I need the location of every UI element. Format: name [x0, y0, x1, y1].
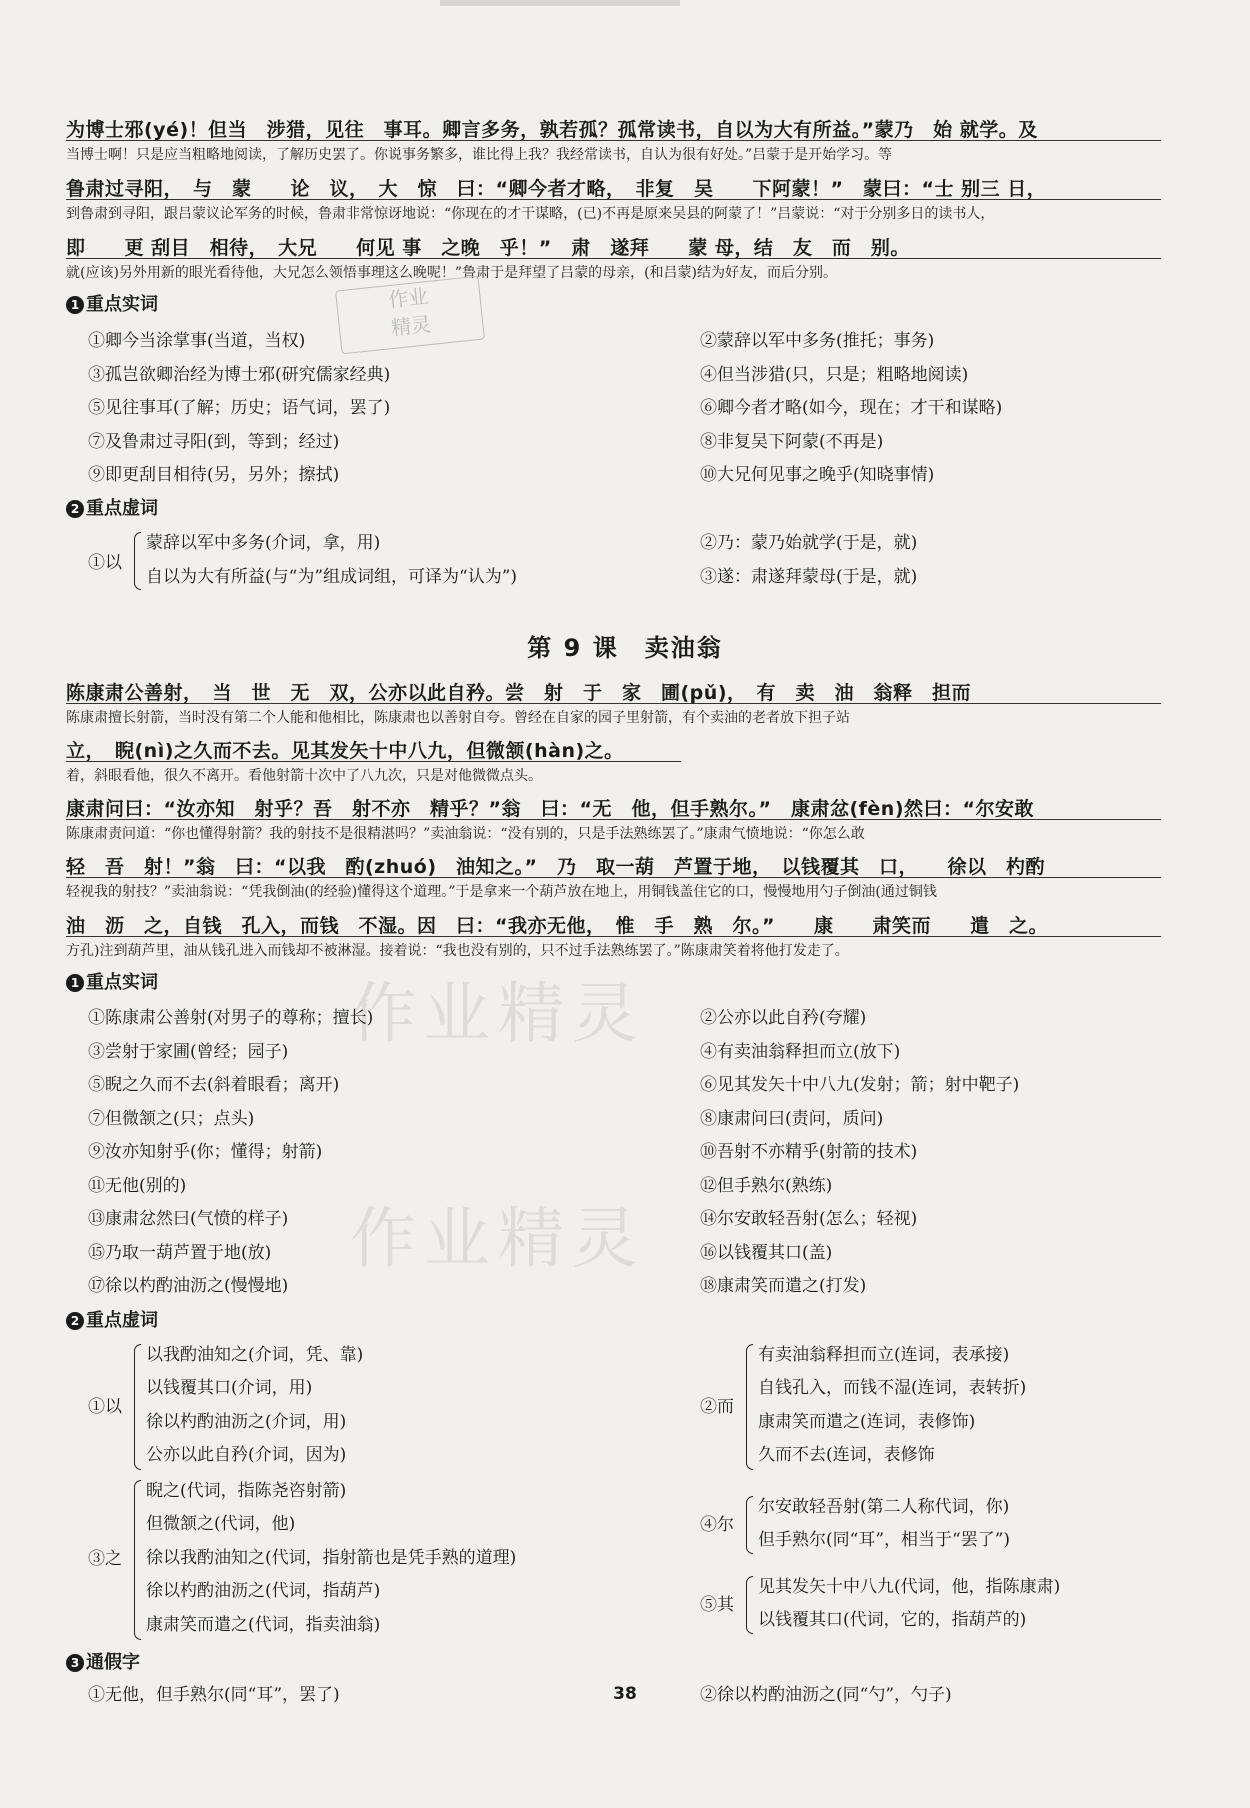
vocab-item: ⑬康肃忿然曰(气愤的样子) [88, 1209, 289, 1229]
vocab-item: ⑫但手熟尔(熟练) [700, 1176, 833, 1196]
function-word-label: ①以 [88, 553, 122, 573]
section-heading-text: 重点虚词 [86, 1310, 158, 1331]
watermark-text: 作业精灵 [350, 975, 646, 1052]
function-word-item: 以我酌油知之(介词，凭、靠) [146, 1345, 364, 1365]
section-heading-text: 重点实词 [86, 972, 158, 993]
watermark-stamp [335, 276, 485, 355]
variant-character-item: ①无他，但手熟尔(同“耳”，罢了) [88, 1685, 340, 1705]
vocab-item: ⑥见其发矢十中八九(发射；箭；射中靶子) [700, 1075, 1020, 1095]
function-word-item: 康肃笑而遣之(代词，指卖油翁) [146, 1615, 381, 1635]
brace [134, 1344, 141, 1470]
function-word-item: ②乃：蒙乃始就学(于是，就) [700, 533, 918, 553]
vocab-item: ⑰徐以杓酌油沥之(慢慢地) [88, 1276, 289, 1296]
function-word-item: 见其发矢十中八九(代词，他，指陈康肃) [758, 1577, 1061, 1597]
function-word-label: ④尔 [700, 1515, 734, 1535]
translation-line: 就(应该)另外用新的眼光看待他，大兄怎么领悟事理这么晚呢！”鲁肃于是拜望了吕蒙的母亲，(和吕蒙)结为好友，而后分别。 [66, 258, 1161, 282]
function-word-group-er2 [700, 1492, 1130, 1558]
vocab-item: ⑥卿今者才略(如今，现在；才干和谋略) [700, 398, 1003, 418]
function-word-item: 徐以杓酌油沥之(介词，用) [146, 1412, 347, 1432]
translation-line: 轻视我的射技？”卖油翁说：“凭我倒油(的经验)懂得这个道理。”于是拿来一个葫芦放在地上，用铜钱盖住它的口，慢慢地用勺子倒油(通过铜钱 [66, 877, 1161, 901]
function-word-item: 睨之(代词，指陈尧咨射箭) [146, 1481, 347, 1501]
function-word-group-yi [88, 1340, 508, 1474]
vocab-item: ⑤睨之久而不去(斜着眼看；离开) [88, 1075, 340, 1095]
original-text-line: 为博士邪(yé)！但当 涉猎，见往 事耳。卿言多务，孰若孤？孤常读书，自以为大有所益。”蒙乃 始 就学。及 [66, 119, 1038, 141]
function-word-item: 以钱覆其口(代词，它的，指葫芦的) [758, 1610, 1027, 1630]
vocab-item: ①卿今当涂掌事(当道，当权) [88, 331, 306, 351]
function-word-item: 徐以我酌油知之(代词，指射箭也是凭手熟的道理) [146, 1548, 517, 1568]
original-text-line: 康肃问曰：“汝亦知 射乎？吾 射不亦 精乎？”翁 曰：“无 他，但手熟尔。” 康肃忿(fèn)然曰：“尔安敢 [66, 798, 1034, 820]
original-text-line: 立， 睨(nì)之久而不去。见其发矢十中八九，但微颔(hàn)之。 [66, 740, 624, 762]
function-word-item: 有卖油翁释担而立(连词，表承接) [758, 1345, 1010, 1365]
section-number-badge: 1 [66, 974, 84, 992]
vocab-item: ⑧康肃问曰(责问，质问) [700, 1109, 884, 1129]
original-text-line: 即 更 刮目 相待， 大兄 何见 事 之晚 乎！” 肃 遂拜 蒙 母，结 友 而 别。 [66, 237, 910, 259]
section-heading-text: 重点实词 [86, 294, 158, 315]
function-word-item: 自以为大有所益(与“为”组成词组，可译为“认为”) [146, 567, 518, 587]
section-heading-xuci [66, 494, 158, 520]
vocab-item: ⑤见往事耳(了解；历史；语气词，罢了) [88, 398, 391, 418]
vocab-item: ⑪无他(别的) [88, 1176, 187, 1196]
function-word-item: 自钱孔入，而钱不湿(连词，表转折) [758, 1378, 1027, 1398]
vocab-item: ③尝射于家圃(曾经；园子) [88, 1042, 289, 1062]
variant-character-item: ②徐以杓酌油沥之(同“勺”，勺子) [700, 1685, 952, 1705]
vocab-item: ③孤岂欲卿治经为博士邪(研究儒家经典) [88, 365, 391, 385]
function-word-label: ⑤其 [700, 1595, 734, 1615]
function-word-label: ②而 [700, 1397, 734, 1417]
section-heading-shici [66, 290, 158, 316]
function-word-item: 康肃笑而遣之(连词，表修饰) [758, 1412, 976, 1432]
original-text-line: 轻 吾 射！”翁 曰：“以我 酌(zhuó) 油知之。” 乃 取一葫 芦置于地， 以钱覆其 口， 徐以 杓酌 [66, 856, 1045, 878]
vocab-item: ⑦及鲁肃过寻阳(到，等到；经过) [88, 432, 340, 452]
section-heading-tongjia [66, 1648, 140, 1674]
vocab-item: ⑦但微颔之(只；点头) [88, 1109, 255, 1129]
section-heading-text: 重点虚词 [86, 498, 158, 519]
original-text-line: 鲁肃过寻阳， 与 蒙 论 议， 大 惊 曰：“卿今者才略， 非复 吴 下阿蒙！” 蒙曰：“士 别三 日， [66, 178, 1047, 200]
scan-edge [440, 0, 680, 6]
vocab-item: ⑭尔安敢轻吾射(怎么；轻视) [700, 1209, 918, 1229]
page-number: 38 [613, 1684, 637, 1704]
function-word-item: 以钱覆其口(介词，用) [146, 1378, 313, 1398]
function-word-group-qi [700, 1572, 1130, 1638]
vocab-item: ⑨汝亦知射乎(你；懂得；射箭) [88, 1142, 323, 1162]
brace [134, 1480, 141, 1640]
function-word-item: 公亦以此自矜(介词，因为) [146, 1445, 347, 1465]
brace [746, 1576, 753, 1634]
vocab-item: ④有卖油翁释担而立(放下) [700, 1042, 901, 1062]
function-word-group-er [700, 1340, 1130, 1474]
section-number-badge: 2 [66, 500, 84, 518]
function-word-item: 久而不去(连词，表修饰 [758, 1445, 935, 1465]
stamp-line: 精灵 [390, 311, 433, 340]
vocab-item: ⑨即更刮目相待(另，另外；擦拭) [88, 465, 340, 485]
function-word-item: 徐以杓酌油沥之(代词，指葫芦) [146, 1581, 381, 1601]
function-word-item: 但微颔之(代词，他) [146, 1514, 296, 1534]
section-heading-text: 通假字 [86, 1652, 140, 1673]
function-word-item: ③遂：肃遂拜蒙母(于是，就) [700, 567, 918, 587]
translation-line: 方孔)注到葫芦里，油从钱孔进入而钱却不被淋湿。接着说：“我也没有别的，只不过手法熟练罢了。”陈康肃笑着将他打发走了。 [66, 936, 1161, 960]
section-number-badge: 1 [66, 296, 84, 314]
vocab-item: ⑱康肃笑而遣之(打发) [700, 1276, 867, 1296]
vocab-item: ②蒙辞以军中多务(推托；事务) [700, 331, 935, 351]
vocab-item: ②公亦以此自矜(夸耀) [700, 1008, 867, 1028]
translation-line: 陈康肃责问道：“你也懂得射箭？我的射技不是很精湛吗？”卖油翁说：“没有别的，只是手法熟练罢了。”康肃气愤地说：“你怎么敢 [66, 819, 1161, 843]
function-word-item: 蒙辞以军中多务(介词，拿，用) [146, 533, 381, 553]
function-word-item: 尔安敢轻吾射(第二人称代词，你) [758, 1497, 1010, 1517]
translation-line: 着，斜眼看他，很久不离开。看他射箭十次中了八九次，只是对他微微点头。 [66, 761, 681, 785]
vocab-item: ⑯以钱覆其口(盖) [700, 1243, 833, 1263]
brace [134, 532, 141, 590]
function-word-label: ①以 [88, 1397, 122, 1417]
vocab-item: ⑮乃取一葫芦置于地(放) [88, 1243, 272, 1263]
function-word-label: ③之 [88, 1549, 122, 1569]
vocab-item: ④但当涉猎(只，只是；粗略地阅读) [700, 365, 969, 385]
translation-line: 到鲁肃到寻阳，跟吕蒙议论军务的时候，鲁肃非常惊讶地说：“你现在的才干谋略，(已)不再是原来吴县的阿蒙了！”吕蒙说：“对于分别多日的读书人， [66, 199, 1161, 223]
section-heading-xuci [66, 1306, 158, 1332]
section-number-badge: 3 [66, 1654, 84, 1672]
function-word-group-zhi [88, 1476, 648, 1644]
original-text-line: 陈康肃公善射， 当 世 无 双，公亦以此自矜。尝 射 于 家 圃(pǔ)， 有 卖 油 翁释 担而 [66, 682, 971, 704]
translation-line: 当博士啊！只是应当粗略地阅读，了解历史罢了。你说事务繁多，谁比得上我？我经常读书，自认为很有好处。”吕蒙于是开始学习。等 [66, 140, 1161, 164]
vocab-item: ①陈康肃公善射(对男子的尊称；擅长) [88, 1008, 374, 1028]
watermark-text: 作业精灵 [350, 1200, 646, 1277]
lesson-title: 第 9 课 卖油翁 [527, 634, 723, 662]
vocab-item: ⑩吾射不亦精乎(射箭的技术) [700, 1142, 918, 1162]
vocab-item: ⑧非复吴下阿蒙(不再是) [700, 432, 884, 452]
function-word-group-yi [88, 528, 648, 594]
vocab-item: ⑩大兄何见事之晚乎(知晓事情) [700, 465, 935, 485]
brace [746, 1344, 753, 1470]
section-number-badge: 2 [66, 1312, 84, 1330]
stamp-line: 作业 [387, 284, 430, 313]
section-heading-shici [66, 968, 158, 994]
function-word-item: 但手熟尔(同“耳”，相当于“罢了”) [758, 1530, 1011, 1550]
translation-line: 陈康肃擅长射箭，当时没有第二个人能和他相比，陈康肃也以善射自夸。曾经在自家的园子里射箭，有个卖油的老者放下担子站 [66, 703, 1161, 727]
brace [746, 1496, 753, 1554]
original-text-line: 油 沥 之，自钱 孔入，而钱 不湿。因 曰：“我亦无他， 惟 手 熟 尔。” 康 肃笑而 遣 之。 [66, 915, 1048, 937]
